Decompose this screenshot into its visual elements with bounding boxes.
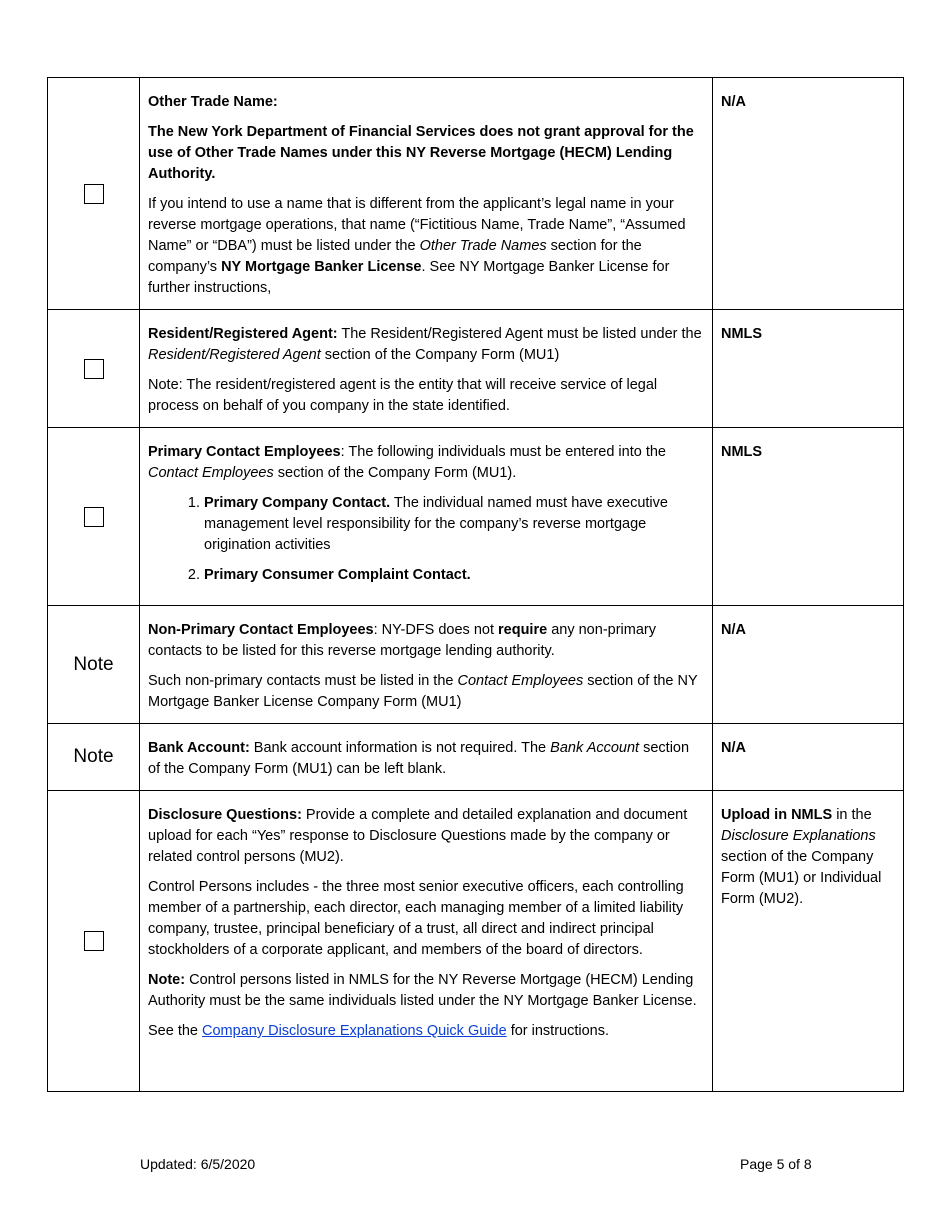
requirement-cell <box>140 428 713 606</box>
table-row <box>48 78 904 310</box>
updated-date: Updated: 6/5/2020 <box>140 1156 256 1172</box>
table-row <box>48 606 904 724</box>
requirement-cell <box>140 78 713 310</box>
control-persons-text: Control Persons includes - the three most senior executive officers, each controlling member of a partnership, each director, each managing member of a limited liability company, trustee, principal beneficiary of a trust, all direct and indirect principal stockholders of a corporate applicant, and members of the board of directors. <box>148 879 684 958</box>
checkbox[interactable] <box>84 507 104 527</box>
source-label: N/A <box>721 622 746 638</box>
source-label: N/A <box>721 94 746 110</box>
page-number: Page 5 of 8 <box>740 1156 812 1172</box>
quick-guide-link[interactable]: Company Disclosure Explanations Quick Guide <box>202 1023 507 1039</box>
checkbox[interactable] <box>84 184 104 204</box>
requirement-cell <box>140 724 713 791</box>
source-cell <box>713 428 904 606</box>
list-item: 2. Primary Consumer Complaint Contact. <box>204 565 704 586</box>
instruction-text: Disclosure Questions: Provide a complete and detailed explanation and document upload for each “Yes” response to Disclosure Questions made by the company or related control persons (MU2). <box>148 807 688 865</box>
source-cell <box>713 791 904 1092</box>
requirements-table <box>47 77 904 1092</box>
instruction-text: Bank Account: Bank account information is not required. The Bank Account section of the Company Form (MU1) can be left blank. <box>148 740 690 777</box>
requirement-cell <box>140 791 713 1092</box>
table-row <box>48 791 904 1092</box>
table-row <box>48 428 904 606</box>
dfs-notice: The New York Department of Financial Services does not grant approval for the use of Other Trade Names under this NY Reverse Mortgage (HECM) Lending Authority. <box>148 124 694 182</box>
instruction-text: If you intend to use a name that is different from the applicant’s legal name in your reverse mortgage operations, that name (“Fictitious Name, Trade Name”, “Assumed Name” or “DBA”) must be listed under the Other Trade Names section for the company’s NY Mortgage Banker License. See NY Mortgage Banker License for further instructions, <box>148 196 686 296</box>
source-label: Upload in NMLS in the Disclosure Explanations section of the Company Form (MU1) or Individual Form (MU2). <box>721 807 882 907</box>
list-item: 1. Primary Company Contact. The individual named must have executive management level responsibility for the company’s reverse mortgage origination activities <box>204 493 704 556</box>
requirement-cell <box>140 606 713 724</box>
source-label: NMLS <box>721 326 763 342</box>
check-cell <box>48 791 140 1092</box>
section-title: Other Trade Name: <box>148 94 278 110</box>
instruction-text: Resident/Registered Agent: The Resident/Registered Agent must be listed under the Resident/Registered Agent section of the Company Form (MU1) <box>148 326 702 363</box>
requirement-cell <box>140 310 713 428</box>
note-text: Note: The resident/registered agent is the entity that will receive service of legal process on behalf of you company in the state identified. <box>148 377 658 414</box>
source-label: N/A <box>721 740 746 756</box>
note-marker: Note <box>73 746 114 767</box>
table-row <box>48 310 904 428</box>
instruction-text: Such non-primary contacts must be listed in the Contact Employees section of the NY Mortgage Banker License Company Form (MU1) <box>148 673 698 710</box>
source-label: NMLS <box>721 444 763 460</box>
see-guide-text: See the Company Disclosure Explanations Quick Guide for instructions. <box>148 1023 610 1039</box>
check-cell <box>48 724 140 791</box>
check-cell <box>48 606 140 724</box>
checkbox[interactable] <box>84 931 104 951</box>
source-cell <box>713 724 904 791</box>
table-row <box>48 724 904 791</box>
source-cell <box>713 606 904 724</box>
check-cell <box>48 310 140 428</box>
instruction-text: Primary Contact Employees: The following individuals must be entered into the Contact Employees section of the Company Form (MU1). <box>148 444 666 481</box>
source-cell <box>713 310 904 428</box>
checkbox[interactable] <box>84 359 104 379</box>
check-cell <box>48 428 140 606</box>
contact-list <box>148 493 704 586</box>
instruction-text: Non-Primary Contact Employees: NY-DFS does not require any non-primary contacts to be listed for this reverse mortgage lending authority. <box>148 622 656 659</box>
check-cell <box>48 78 140 310</box>
note-text: Note: Control persons listed in NMLS for the NY Reverse Mortgage (HECM) Lending Authority must be the same individuals listed under the NY Mortgage Banker License. <box>148 972 697 1009</box>
source-cell <box>713 78 904 310</box>
note-marker: Note <box>73 653 114 675</box>
